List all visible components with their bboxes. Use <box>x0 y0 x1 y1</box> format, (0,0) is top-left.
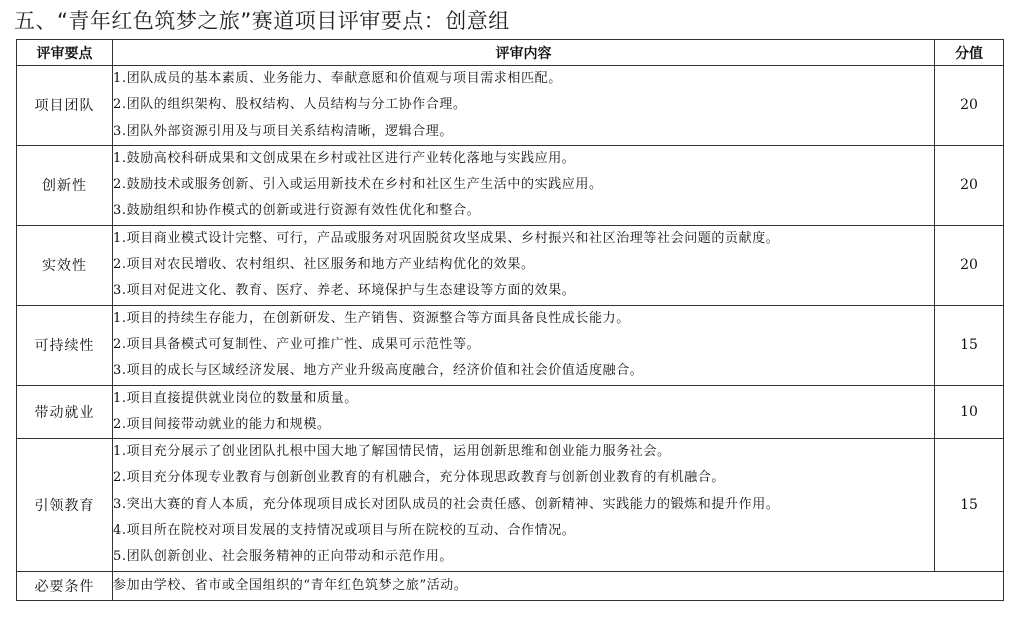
content-item: 1.项目商业模式设计完整、可行，产品或服务对巩固脱贫攻坚成果、乡村振兴和社区治理等社会问题的贡献度。 <box>113 230 780 246</box>
content-item: 3.团队外部资源引用及与项目关系结构清晰，逻辑合理。 <box>113 123 454 139</box>
requirement-text: 参加由学校、省市或全国组织的“青年红色筑梦之旅”活动。 <box>113 577 468 593</box>
table-row <box>17 66 1004 146</box>
content-item: 3.突出大赛的育人本质，充分体现项目成长对团队成员的社会责任感、创新精神、实践能力的锻炼和提升作用。 <box>113 496 780 512</box>
table-row <box>17 385 1004 439</box>
header-content: 评审内容 <box>113 40 935 66</box>
table-row <box>17 439 1004 571</box>
content-item: 1.项目充分展示了创业团队扎根中国大地了解国情民情，运用创新思维和创业能力服务社会。 <box>113 444 671 460</box>
requirement-label: 必要条件 <box>17 571 113 600</box>
row-content <box>113 385 935 439</box>
row-content <box>113 66 935 146</box>
content-item: 1.鼓励高校科研成果和文创成果在乡村或社区进行产业转化落地与实践应用。 <box>113 150 576 166</box>
row-score: 15 <box>935 439 1004 571</box>
requirement-content <box>113 571 1004 600</box>
row-score: 10 <box>935 385 1004 439</box>
table-header-row <box>17 40 1004 66</box>
content-item: 1.项目直接提供就业岗位的数量和质量。 <box>113 390 358 406</box>
row-content <box>113 305 935 385</box>
criteria-table <box>16 39 1004 601</box>
content-item: 2.项目对农民增收、农村组织、社区服务和地方产业结构优化的效果。 <box>113 257 535 273</box>
content-item: 1.项目的持续生存能力，在创新研发、生产销售、资源整合等方面具备良性成长能力。 <box>113 310 630 326</box>
content-item: 4.项目所在院校对项目发展的支持情况或项目与所在院校的互动、合作情况。 <box>113 523 576 539</box>
row-point: 引领教育 <box>17 439 113 571</box>
content-item: 3.鼓励组织和协作模式的创新或进行资源有效性优化和整合。 <box>113 203 481 219</box>
row-score: 20 <box>935 225 1004 305</box>
header-score: 分值 <box>935 40 1004 66</box>
row-score: 20 <box>935 66 1004 146</box>
row-point: 带动就业 <box>17 385 113 439</box>
content-item: 2.团队的组织架构、股权结构、人员结构与分工协作合理。 <box>113 97 467 113</box>
content-item: 3.项目对促进文化、教育、医疗、养老、环境保护与生态建设等方面的效果。 <box>113 283 576 299</box>
row-point: 创新性 <box>17 145 113 225</box>
content-item: 2.项目具备模式可复制性、产业可推广性、成果可示范性等。 <box>113 336 481 352</box>
content-item: 3.项目的成长与区域经济发展、地方产业升级高度融合，经济价值和社会价值适度融合。 <box>113 363 644 379</box>
requirement-row <box>17 571 1004 600</box>
table-row <box>17 225 1004 305</box>
content-item: 2.鼓励技术或服务创新、引入或运用新技术在乡村和社区生产生活中的实践应用。 <box>113 177 603 193</box>
content-item: 2.项目间接带动就业的能力和规模。 <box>113 416 331 432</box>
row-point: 可持续性 <box>17 305 113 385</box>
row-point: 实效性 <box>17 225 113 305</box>
row-score: 15 <box>935 305 1004 385</box>
content-item: 1.团队成员的基本素质、业务能力、奉献意愿和价值观与项目需求相匹配。 <box>113 71 562 86</box>
row-content <box>113 225 935 305</box>
page-title: 五、“青年红色筑梦之旅”赛道项目评审要点：创意组 <box>14 9 510 33</box>
row-point: 项目团队 <box>17 66 113 146</box>
row-content <box>113 145 935 225</box>
row-score: 20 <box>935 145 1004 225</box>
row-content <box>113 439 935 571</box>
table-row <box>17 305 1004 385</box>
header-point: 评审要点 <box>17 40 113 66</box>
content-item: 5.团队创新创业、社会服务精神的正向带动和示范作用。 <box>113 549 454 565</box>
content-item: 2.项目充分体现专业教育与创新创业教育的有机融合，充分体现思政教育与创新创业教育的有机融合。 <box>113 470 726 486</box>
table-row <box>17 145 1004 225</box>
